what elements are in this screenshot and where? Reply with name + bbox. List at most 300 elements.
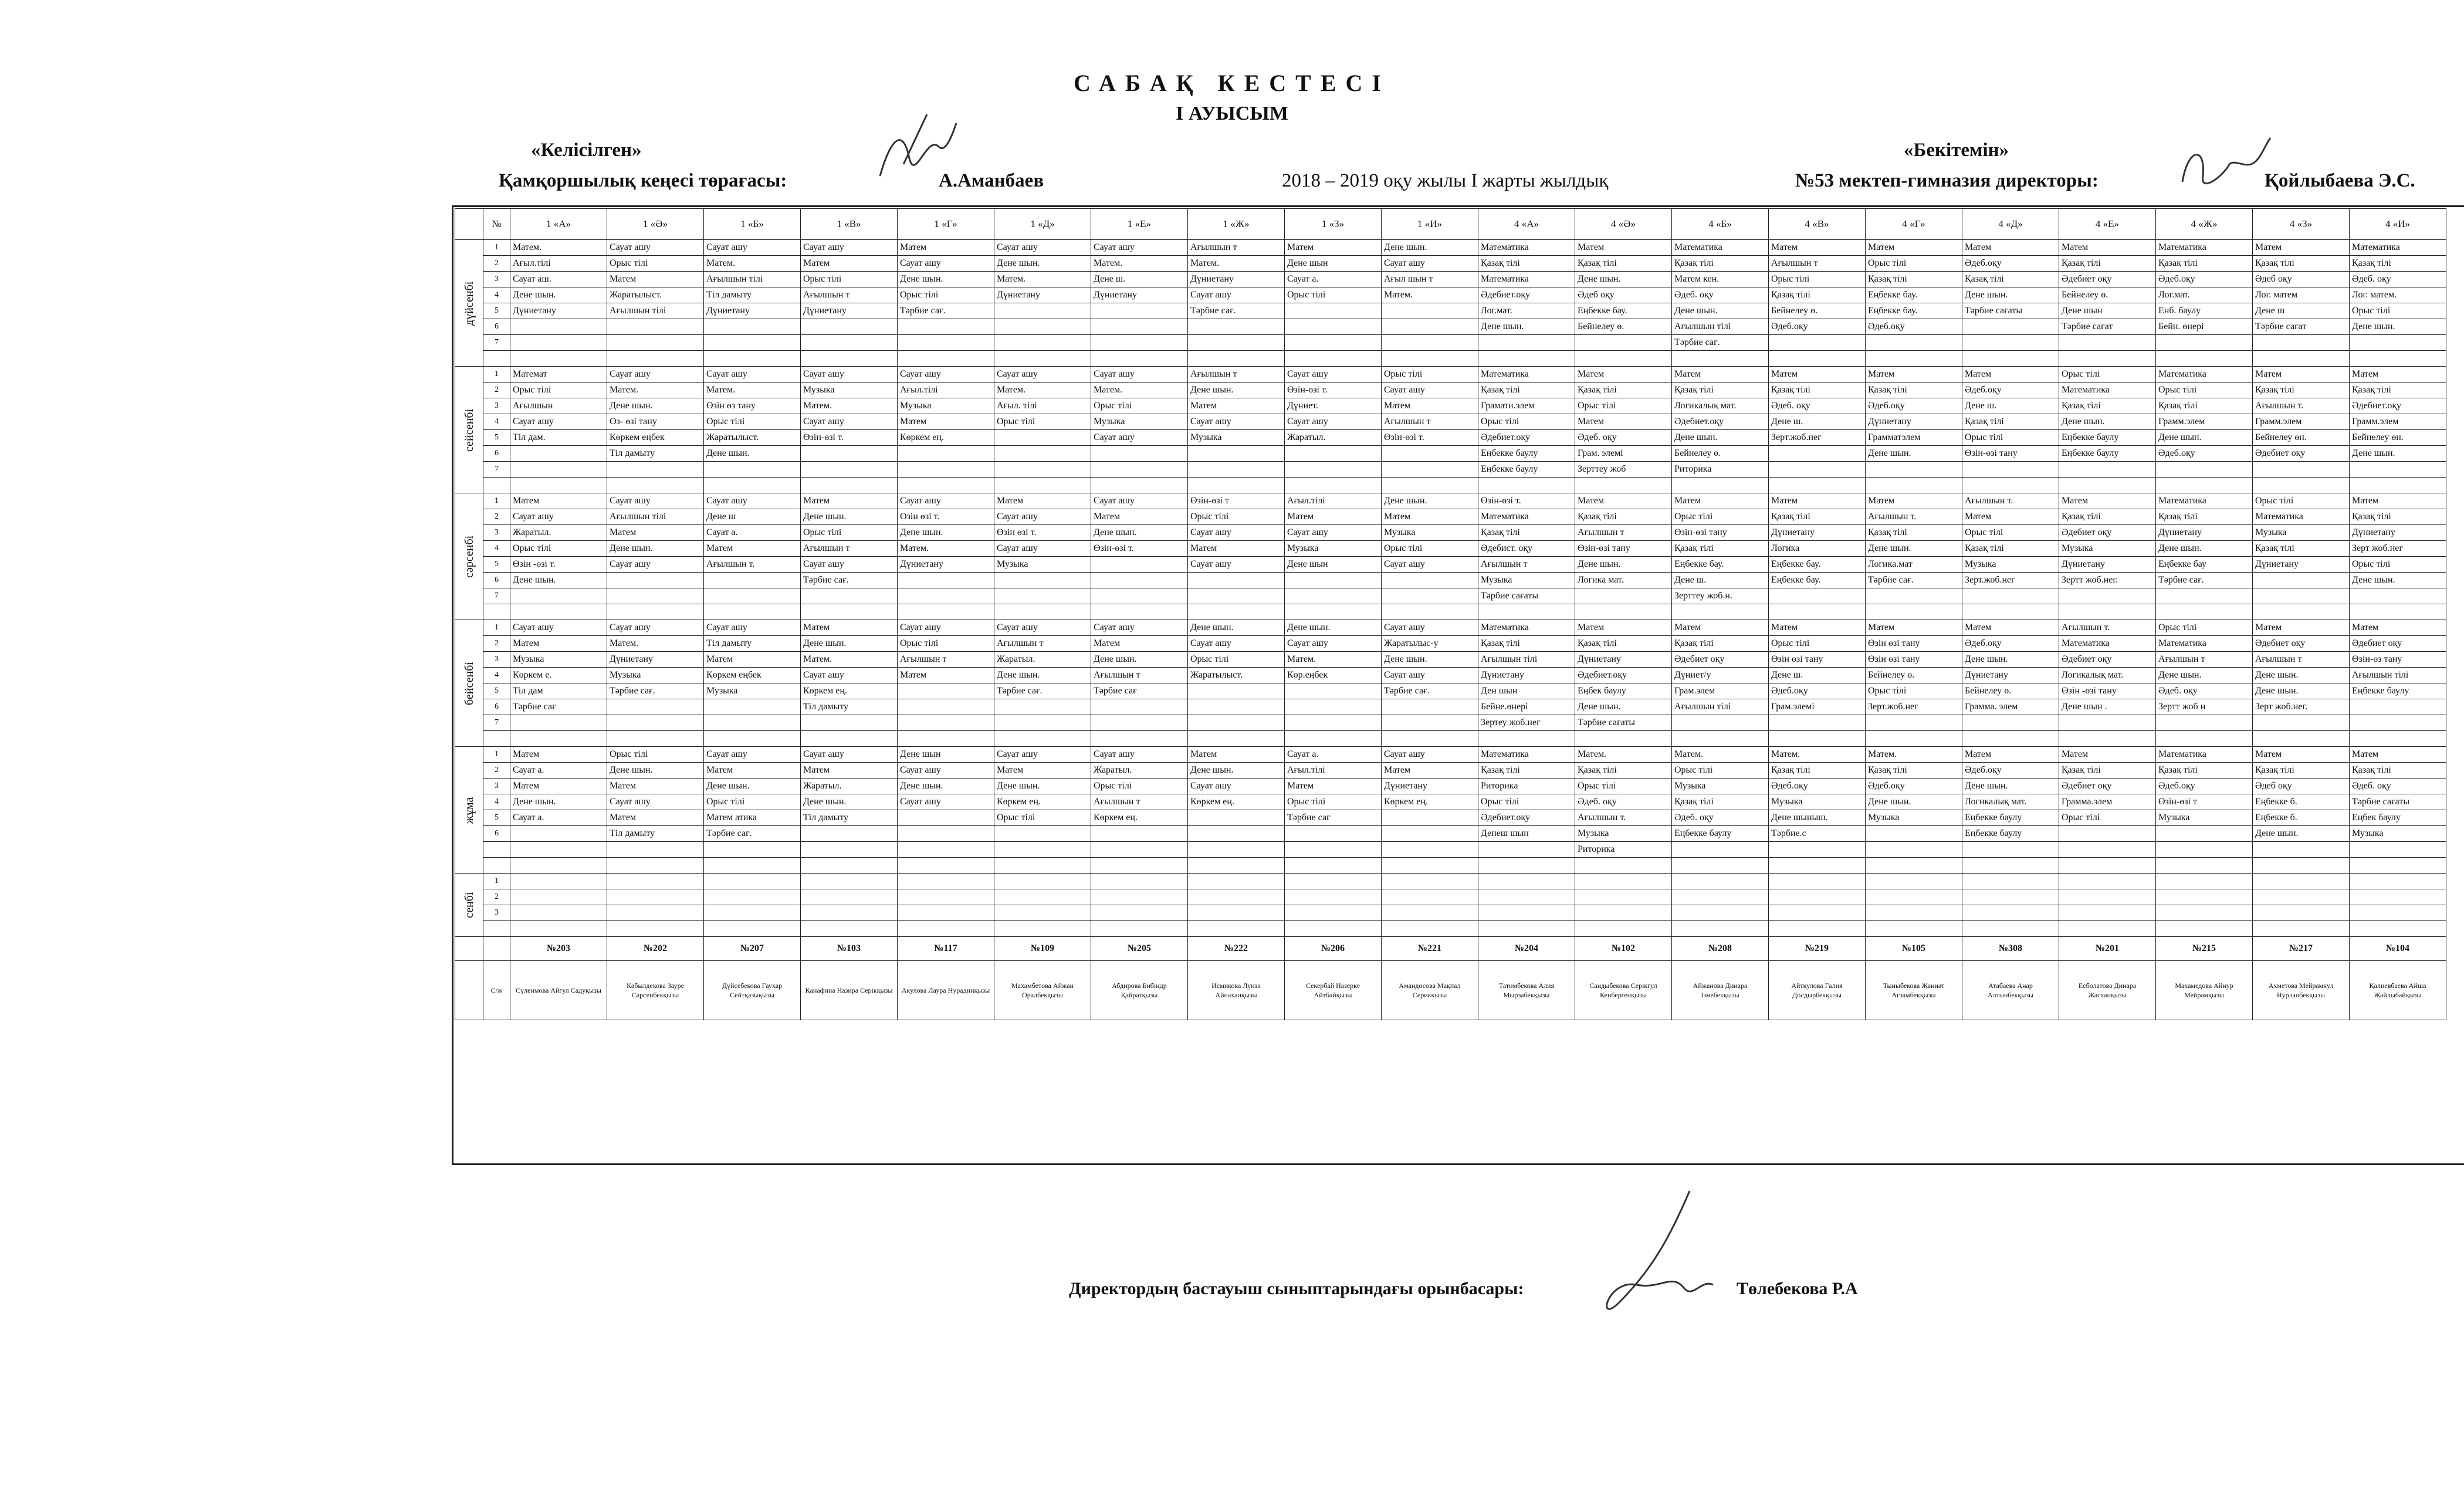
lesson-cell: Ағылшын [510,398,607,414]
lesson-row [455,509,2446,525]
lesson-cell: Сауат ашу [801,747,898,763]
lesson-cell: Бейнелеу ө. [1575,319,1672,335]
lesson-cell: Көркем ең. [994,794,1091,810]
lesson-cell [994,889,1091,905]
lesson-cell: Зерттеу жоб.н. [1672,588,1769,604]
lesson-number: 1 [483,620,510,636]
lesson-cell: Дене шын. [2156,668,2253,683]
lesson-cell: Жаратылыст. [1188,668,1285,683]
lesson-cell: Әдеб.оқу [1866,319,1962,335]
lesson-cell: Өзін өзі тану [1769,652,1866,668]
separator-cell [1769,858,1866,874]
lesson-cell [1091,446,1188,462]
lesson-cell [898,810,994,826]
teacher-name: Сандыбекова Серікгул Кенбергенқызы [1575,961,1672,1020]
lesson-cell: Әдеб.оқу [1769,683,1866,699]
lesson-cell: Музыка [1188,430,1285,446]
lesson-cell: Ағылшын т. [1575,810,1672,826]
lesson-cell: Көркем е. [510,668,607,683]
lesson-cell: Әдеб.оқу [1769,779,1866,794]
lesson-cell: Математика [2156,240,2253,256]
lesson-cell: Әдеб. оқу [1672,810,1769,826]
lesson-cell: Матем. [1091,383,1188,398]
teachers-row [455,961,2446,1020]
lesson-cell [1285,842,1382,858]
lesson-cell [1478,842,1575,858]
lesson-cell: Лог.мат. [1478,303,1575,319]
lesson-cell: Сауат ашу [607,367,704,383]
lesson-cell: Қазақ тілі [2253,541,2350,557]
lesson-cell [1188,810,1285,826]
lesson-cell [2253,905,2350,921]
lesson-cell [704,905,801,921]
lesson-row [455,383,2446,398]
lesson-cell: Орыс тілі [704,794,801,810]
separator-cell [898,351,994,367]
lesson-cell [1382,303,1478,319]
separator-cell [898,604,994,620]
teacher-name: Есболатова Динара Жасханқызы [2059,961,2156,1020]
lesson-cell: Сауат ашу [1188,557,1285,573]
lesson-cell: Еңбекке бау. [1575,303,1672,319]
teacher-name: Татимбекова Алия Мырзабекқызы [1478,961,1575,1020]
lesson-cell: Ағылшын т [1091,668,1188,683]
lesson-cell [607,462,704,478]
lesson-cell [2156,462,2253,478]
lesson-row [455,620,2446,636]
lesson-cell [898,905,994,921]
room-number: №102 [1575,937,1672,961]
lesson-cell: Әдеб. оқу [1575,430,1672,446]
lesson-cell [607,319,704,335]
lesson-cell: Әдебиет.оқу [1478,810,1575,826]
lesson-cell: Логика мат. [1575,573,1672,588]
class-header: 4 «Д» [1962,209,2059,240]
lesson-cell: Тәрбие сағ. [898,303,994,319]
lesson-cell: Орыс тілі [994,414,1091,430]
separator-cell [510,351,607,367]
lesson-cell: Матем [1382,509,1478,525]
lesson-cell [1091,905,1188,921]
lesson-cell [2350,335,2446,351]
class-header-row [455,209,2446,240]
lesson-cell [1478,874,1575,889]
lesson-cell: Дене шын. [510,573,607,588]
lesson-cell: Еңбекке баулу [2059,430,2156,446]
lesson-cell: Ағылшын т [898,652,994,668]
room-number: №308 [1962,937,2059,961]
lesson-cell [1188,889,1285,905]
lesson-cell: Матем [1962,620,2059,636]
day-name: сәрсенбі [455,493,483,620]
teacher-name: Акулова Лаура Нурадинқызы [898,961,994,1020]
lesson-row [455,699,2446,715]
lesson-cell: Орыс тілі [1575,779,1672,794]
separator-cell [2156,858,2253,874]
lesson-cell: Музыка [2156,810,2253,826]
lesson-cell: Дене ш. [1769,414,1866,430]
lesson-row [455,905,2446,921]
lesson-cell [994,303,1091,319]
lesson-cell: Орыс тілі [1672,509,1769,525]
separator-cell [1575,731,1672,747]
lesson-cell: Сауат ашу [898,493,994,509]
lesson-cell: Тәрбие сағ [510,699,607,715]
lesson-cell: Дене шын. [1575,557,1672,573]
lesson-cell: Дене шын. [801,794,898,810]
lesson-cell: Матем [2350,367,2446,383]
lesson-cell: Матем [898,414,994,430]
lesson-cell: Әдеб.оқу [2156,446,2253,462]
lesson-cell: Математика [1478,620,1575,636]
lesson-cell: Көркем еңбек [607,430,704,446]
lesson-cell [510,889,607,905]
lesson-cell: Тәрбие сағат [2253,319,2350,335]
lesson-cell: Сауат ашу [898,620,994,636]
lesson-cell: Сауат ашу [704,367,801,383]
lesson-number: 4 [483,794,510,810]
separator-cell [1866,604,1962,620]
lesson-cell [704,462,801,478]
lesson-cell: Орыс тілі [1285,287,1382,303]
lesson-cell: Бейнелеу ө. [1672,446,1769,462]
lesson-cell: Грамати.элем [1478,398,1575,414]
lesson-cell: Жаратылыст. [607,287,704,303]
separator-cell [483,604,510,620]
lesson-cell: Қазақ тілі [2253,763,2350,779]
lesson-cell: Музыка [1672,779,1769,794]
separator-cell [704,731,801,747]
separator-cell [1091,921,1188,937]
separator-cell [510,478,607,493]
lesson-row [455,588,2446,604]
lesson-cell: Қазақ тілі [1575,383,1672,398]
lesson-cell: Дене шын. [1382,652,1478,668]
separator-cell [2156,604,2253,620]
lesson-cell: Өзін-өзі т. [1382,430,1478,446]
lesson-cell: Дүниетану [994,287,1091,303]
lesson-cell: Музыка [1962,557,2059,573]
rooms-row [455,937,2446,961]
lesson-cell: Ағылшын т. [1962,493,2059,509]
lesson-cell: Дене шыныш. [1769,810,1866,826]
lesson-cell: Дене шын. [2350,319,2446,335]
class-header: 1 «Б» [704,209,801,240]
lesson-cell [1962,335,2059,351]
lesson-cell: Тәрбие сағ. [801,573,898,588]
lesson-cell [2350,842,2446,858]
separator-cell [994,351,1091,367]
lesson-cell: Матем [1091,509,1188,525]
lesson-cell: Дене шын. [1382,493,1478,509]
lesson-cell: Еңбекке баулу [1672,826,1769,842]
teacher-name: Дүйсебекова Гаухар Сейтқазықызы [704,961,801,1020]
lesson-cell: Сауат ашу [1382,383,1478,398]
lesson-cell [1962,889,2059,905]
lesson-cell: Матем [2059,493,2156,509]
lesson-cell: Матем [1188,541,1285,557]
lesson-cell: Музыка [2253,525,2350,541]
lesson-cell [1575,889,1672,905]
lesson-cell: Өзін-өзі т. [801,430,898,446]
lesson-cell: Дене шын. [1672,303,1769,319]
lesson-cell: Бейнелеу ө. [1962,683,2059,699]
lesson-cell [704,889,801,905]
lesson-cell: Бейнелеу өн. [2350,430,2446,446]
lesson-cell: Өзін өзі т. [898,509,994,525]
lesson-cell: Өзін өзі т. [994,525,1091,541]
lesson-cell: Матем. [1866,747,1962,763]
lesson-cell: Әдеб.оқу [1769,319,1866,335]
lesson-cell [1866,588,1962,604]
lesson-cell: Ағылшын т [1188,240,1285,256]
lesson-cell: Дүниет/у [1672,668,1769,683]
lesson-cell [1866,462,1962,478]
separator-cell [1188,478,1285,493]
day-name: сенбі [455,874,483,937]
day-separator [455,478,2446,493]
lesson-row [455,636,2446,652]
lesson-cell: Матем [801,493,898,509]
separator-cell [1382,731,1478,747]
lesson-cell [2156,335,2253,351]
lesson-cell [704,715,801,731]
lesson-cell [801,335,898,351]
lesson-cell: Дене шын. [1962,779,2059,794]
lesson-cell: Зерт.жоб.нег [1866,699,1962,715]
lesson-cell [2156,874,2253,889]
separator-cell [1285,604,1382,620]
lesson-number: 3 [483,272,510,287]
lesson-cell [1188,573,1285,588]
lesson-cell [1962,588,2059,604]
lesson-cell: Сауат ашу [801,240,898,256]
approved-label: «Бекітемін» [1904,140,2009,161]
lesson-cell: Математика [2156,493,2253,509]
lesson-cell: Музыка [1866,810,1962,826]
lesson-cell: Риторика [1672,462,1769,478]
day-name: сейсенбі [455,367,483,493]
lesson-cell: Сауат ашу [1188,287,1285,303]
lesson-cell: Сауат ашу [607,620,704,636]
lesson-cell: Матем [607,525,704,541]
lesson-cell [2350,462,2446,478]
lesson-cell: Еңбекке бау [2156,557,2253,573]
lesson-cell [607,905,704,921]
lesson-cell: Сауат ашу [1285,367,1382,383]
separator-cell [1769,478,1866,493]
room-number: №219 [1769,937,1866,961]
lesson-cell: Еңбекке баулу [1478,446,1575,462]
lesson-cell [1575,335,1672,351]
lesson-cell [1866,826,1962,842]
lesson-cell: Еңбекке баулу [2350,683,2446,699]
lesson-number: 3 [483,905,510,921]
lesson-cell: Қазақ тілі [2350,383,2446,398]
lesson-cell: Әдебиет.оқу [1575,668,1672,683]
lesson-row [455,715,2446,731]
separator-cell [1672,921,1769,937]
separator-cell [2059,478,2156,493]
separator-cell [1382,478,1478,493]
lesson-cell: Жаратыл. [801,779,898,794]
lesson-cell [994,699,1091,715]
class-header: 1 «Ж» [1188,209,1285,240]
lesson-cell [994,462,1091,478]
separator-cell [607,478,704,493]
room-number: №222 [1188,937,1285,961]
separator-cell [2156,478,2253,493]
lesson-cell [2253,874,2350,889]
lesson-cell: Сауат ашу [1382,620,1478,636]
lesson-row [455,557,2446,573]
lesson-cell: Еңбекке б. [2253,794,2350,810]
room-number: №105 [1866,937,1962,961]
teacher-label: С/ж [483,961,510,1020]
lesson-cell: Дене шын. [1478,319,1575,335]
lesson-cell [2156,889,2253,905]
lesson-cell [1285,715,1382,731]
separator-cell [2350,921,2446,937]
lesson-cell: Дүниетану [2350,525,2446,541]
lesson-cell: Зертеу жоб.нег [1478,715,1575,731]
teacher-name: Атабаева Анар Алтынбекқызы [1962,961,2059,1020]
lesson-cell: Математика [2350,240,2446,256]
lesson-cell: Ағылшын тілі [704,272,801,287]
lesson-cell: Дүниетану [607,652,704,668]
lesson-cell: Матем [510,493,607,509]
lesson-cell [2059,842,2156,858]
class-header: 4 «В» [1769,209,1866,240]
lesson-number: 1 [483,493,510,509]
lesson-cell: Математика [1478,509,1575,525]
lesson-cell: Орыс тілі [1769,636,1866,652]
lesson-cell: Матем [510,636,607,652]
lesson-cell: Ағыл шын т [1382,272,1478,287]
lesson-cell: Еңбек баулу [1575,683,1672,699]
lesson-cell [1188,683,1285,699]
lesson-cell [704,588,801,604]
lesson-cell [607,335,704,351]
lesson-cell: Грамма. элем [1962,699,2059,715]
lesson-row [455,525,2446,541]
lesson-cell [1091,874,1188,889]
lesson-cell: Сауат ашу [1188,636,1285,652]
class-header: 1 «З» [1285,209,1382,240]
lesson-cell: Жаратыл. [1091,763,1188,779]
lesson-cell: Тіл дамыту [704,287,801,303]
lesson-cell: Дене ш. [1769,668,1866,683]
lesson-cell: Сауат а. [510,810,607,826]
lesson-cell [994,905,1091,921]
lesson-cell: Орыс тілі [801,525,898,541]
lesson-cell: Дене шын. [607,763,704,779]
lesson-cell [801,874,898,889]
lesson-cell [1575,905,1672,921]
lesson-cell [994,874,1091,889]
lesson-row [455,889,2446,905]
lesson-cell: Өзін-өзі тану [1672,525,1769,541]
lesson-cell: Әдеб. оқу [2350,779,2446,794]
lesson-row [455,287,2446,303]
separator-cell [607,604,704,620]
lesson-cell: Қазақ тілі [1866,383,1962,398]
lesson-cell: Лог. матем. [2350,287,2446,303]
lesson-cell: Қазақ тілі [1575,256,1672,272]
lesson-cell: Дене шын. [1575,272,1672,287]
lesson-cell: Матем [704,763,801,779]
lesson-row [455,747,2446,763]
lesson-cell: Матем [510,779,607,794]
lesson-cell [2350,905,2446,921]
lesson-cell: Әдеб.оқу [1866,779,1962,794]
lesson-cell: Математика [1672,240,1769,256]
lesson-cell: Тәрбие сағ [1285,810,1382,826]
separator-cell [2253,858,2350,874]
lesson-cell [607,874,704,889]
separator-cell [1091,731,1188,747]
lesson-cell [1188,699,1285,715]
lesson-cell: Музыка [2059,541,2156,557]
lesson-number: 2 [483,763,510,779]
separator-cell [1478,858,1575,874]
lesson-cell: Логикалық мат. [1672,398,1769,414]
separator-cell [994,858,1091,874]
lesson-cell: Қазақ тілі [1575,763,1672,779]
lesson-cell [1188,446,1285,462]
lesson-cell: Ағылшын т. [2059,620,2156,636]
separator-cell [994,731,1091,747]
lesson-cell: Қазақ тілі [1478,525,1575,541]
lesson-cell: Зертт жоб н [2156,699,2253,715]
lesson-cell: Матем. [1382,287,1478,303]
lesson-row [455,240,2446,256]
lesson-cell [994,715,1091,731]
lesson-cell: Сауат ашу [898,367,994,383]
lesson-cell [510,905,607,921]
lesson-cell [510,462,607,478]
separator-cell [607,351,704,367]
lesson-cell [1188,842,1285,858]
lesson-cell [510,715,607,731]
lesson-cell: Дене шын. [2253,683,2350,699]
lesson-cell: Қазақ тілі [2156,398,2253,414]
lesson-cell: Музыка [1769,794,1866,810]
lesson-cell: Қазақ тілі [1672,794,1769,810]
lesson-cell [1382,715,1478,731]
lesson-cell: Өзін -өзі тану [2059,683,2156,699]
lesson-cell: Музыка [1382,525,1478,541]
lesson-row [455,367,2446,383]
lesson-cell: Ағылшын т [801,287,898,303]
lesson-cell [898,889,994,905]
lesson-row [455,652,2446,668]
separator-cell [2350,731,2446,747]
lesson-cell: Сауат ашу [801,367,898,383]
lesson-cell: Сауат ашу [1285,414,1382,430]
room-number: №103 [801,937,898,961]
lesson-cell [898,588,994,604]
lesson-row [455,462,2446,478]
lesson-row [455,541,2446,557]
lesson-cell: Матем [1866,493,1962,509]
lesson-cell: Математика [1478,272,1575,287]
class-header: 4 «Б» [1672,209,1769,240]
council-chair-label: Қамқоршылық кеңесі төрағасы: [499,170,787,191]
separator-cell [1188,604,1285,620]
lesson-cell: Матем [2059,240,2156,256]
lesson-cell: Тәрбие сағ [1091,683,1188,699]
